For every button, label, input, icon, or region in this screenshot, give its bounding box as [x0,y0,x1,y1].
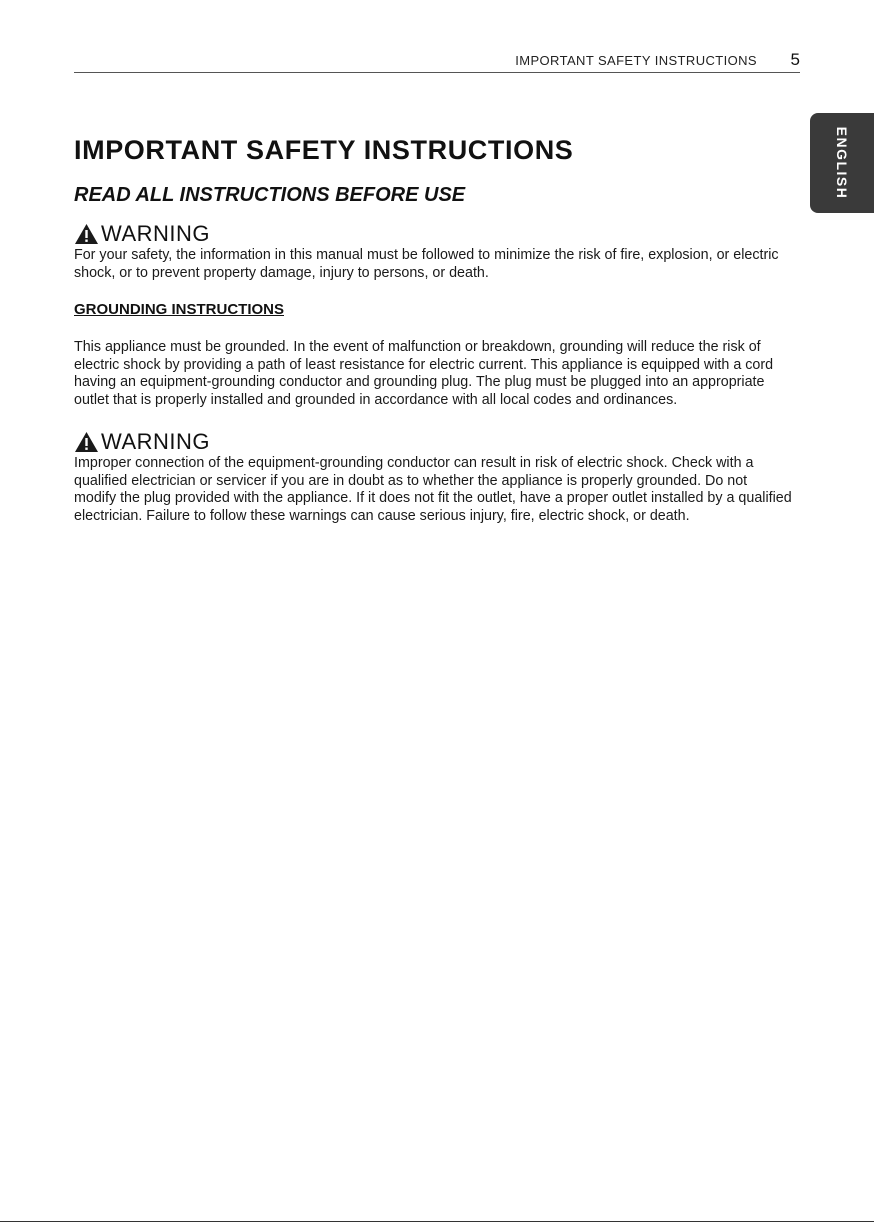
main-content [74,130,792,525]
warning-label: WARNING [101,429,211,454]
warning-text-1: For your safety, the information in this manual must be followed to minimize the risk of fire, explosion, or electric shock, or to prevent property damage, injury to persons, or death. [74,247,779,281]
grounding-heading: GROUNDING INSTRUCTIONS [74,301,284,318]
language-tab-label: ENGLISH [834,126,850,200]
page-subtitle: READ ALL INSTRUCTIONS BEFORE USE [74,184,466,206]
page-title: IMPORTANT SAFETY INSTRUCTIONS [74,135,574,165]
warning-heading-1 [74,221,792,247]
footer-divider [0,1221,874,1222]
running-header [74,52,800,73]
warning-triangle-icon [74,431,99,453]
warning-label: WARNING [101,221,211,246]
warning-heading-2 [74,429,792,455]
grounding-text: This appliance must be grounded. In the event of malfunction or breakdown, grounding will reduce the risk of electric shock by providing a path of least resistance for electric current. This appliance is equipped with a cord having an equipment-grounding conductor and grounding plug. The plug must be plugged into an appropriate outlet that is properly installed and grounded in accordance with all local codes and ordinances. [74,339,774,408]
warning-text-2: Improper connection of the equipment-grounding conductor can result in risk of electric shock. Check with a qualified electrician or servicer if you are in doubt as to whether the appliance is properly grounded. Do not modify the plug provided with the appliance. If it does not fit the outlet, have a proper outlet installed by a qualified electrician. Failure to follow these warnings can cause serious injury, fire, electric shock, or death. [74,455,792,524]
language-tab [810,113,874,213]
running-header-title: IMPORTANT SAFETY INSTRUCTIONS [515,53,757,68]
warning-triangle-icon [74,223,99,245]
page-number: 5 [790,50,800,69]
